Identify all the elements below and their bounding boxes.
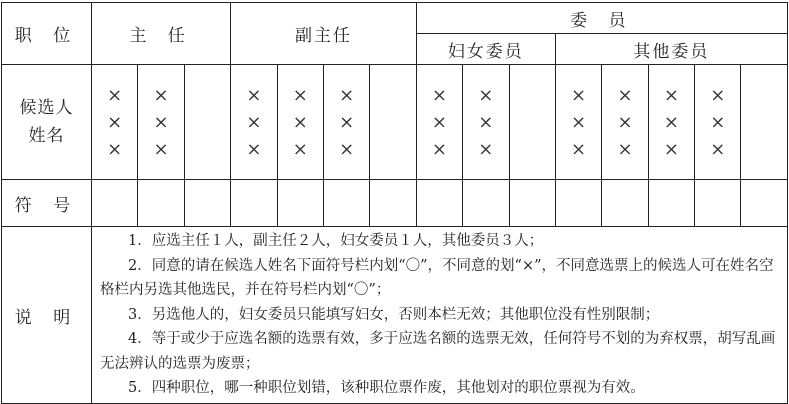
note-4: 4．等于或少于应选名额的选票有效，多于应选名额的选票无效，任何符号不划的为弃权票，胡写乱画无法辨认的选票为废票； [100,331,776,372]
symbol-cell[interactable] [463,180,509,227]
position-header: 职 位 [2,3,92,65]
symbol-cell[interactable] [648,180,694,227]
candidate-label-line1: 候选人 [19,98,74,118]
director-header: 主 任 [92,3,231,65]
candidate-name-cell[interactable] [370,65,416,180]
symbol-cell[interactable] [741,180,787,227]
candidate-name-cell[interactable]: × × × [138,65,184,180]
candidate-name-cell[interactable]: × × × [323,65,369,180]
candidate-name-cell[interactable]: × × × [648,65,694,180]
symbol-cell[interactable] [277,180,323,227]
symbol-label: 符 号 [2,180,92,227]
ballot-table [1,2,788,404]
note-2: 2．同意的请在候选人姓名下面符号栏内划“〇”，不同意的划“×”，不同意选票上的候选人可在姓名空格栏内另选其他选民，并在符号栏内划“〇”； [100,257,774,298]
candidate-name-cell[interactable]: × × × [555,65,601,180]
deputy-director-header: 副主任 [231,3,417,65]
candidate-name-cell[interactable] [184,65,230,180]
note-5: 5．四种职位，哪一种职位划错，该种职位票作废，其他划对的职位票视为有效。 [128,380,645,396]
symbol-cell[interactable] [323,180,369,227]
symbol-cell[interactable] [370,180,416,227]
candidate-name-cell[interactable]: × × × [463,65,509,180]
candidate-name-cell[interactable]: × × × [602,65,648,180]
candidate-name-cell[interactable]: × × × [231,65,277,180]
candidate-name-cell[interactable]: × × × [92,65,138,180]
symbol-cell[interactable] [602,180,648,227]
candidate-name-cell[interactable]: × × × [695,65,741,180]
symbol-cell[interactable] [555,180,601,227]
committee-header: 委 员 [416,3,787,34]
note-3: 3．另选他人的，妇女委员只能填写妇女，否则本栏无效；其他职位没有性别限制； [128,306,660,323]
notes-label: 说 明 [2,227,92,404]
other-members-header: 其他委员 [555,34,787,65]
symbol-cell[interactable] [184,180,230,227]
candidate-name-cell[interactable]: × × × [416,65,462,180]
symbol-cell[interactable] [509,180,555,227]
note-1: 1．应选主任１人，副主任２人，妇女委员１人，其他委员３人； [128,233,544,249]
symbol-cell[interactable] [695,180,741,227]
women-member-header: 妇女委员 [416,34,555,65]
symbol-cell[interactable] [416,180,462,227]
candidate-label-line2: 姓名 [28,126,65,146]
candidate-name-cell[interactable] [741,65,787,180]
candidate-name-label [2,65,92,180]
candidate-name-cell[interactable] [509,65,555,180]
symbol-cell[interactable] [231,180,277,227]
symbol-cell[interactable] [92,180,138,227]
notes-cell [92,227,788,404]
symbol-cell[interactable] [138,180,184,227]
candidate-name-cell[interactable]: × × × [277,65,323,180]
